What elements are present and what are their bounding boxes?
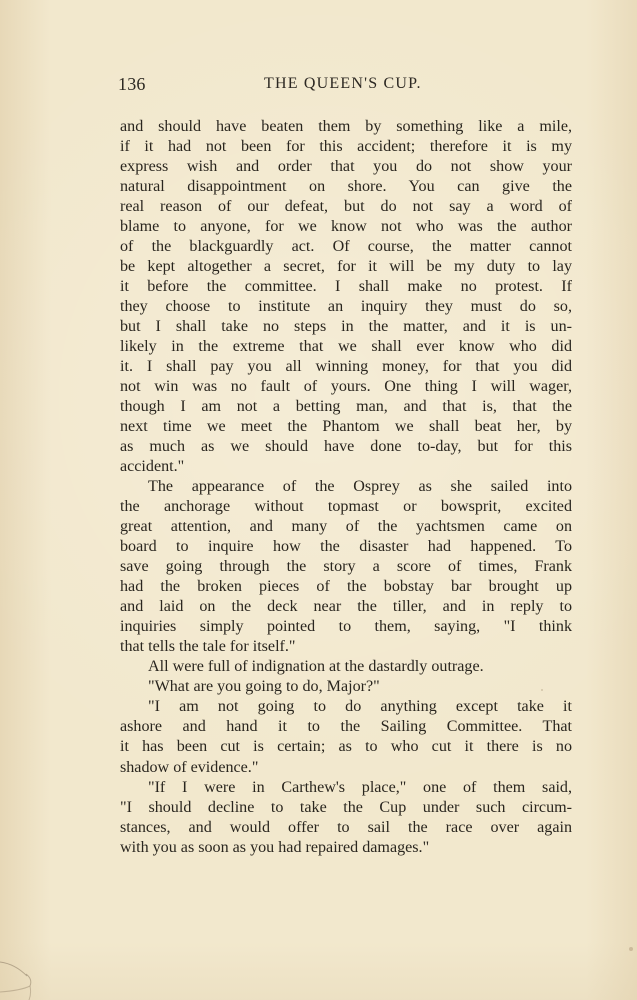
page-curl-mark bbox=[0, 952, 42, 1000]
text-line: and laid on the deck near the tiller, and in reply to bbox=[120, 598, 572, 616]
text-line: be kept altogether a secret, for it will be my duty to lay bbox=[120, 258, 572, 276]
text-line: it before the committee. I shall make no protest. If bbox=[120, 278, 572, 296]
page-shadow bbox=[0, 942, 637, 1000]
text-line: express wish and order that you do not show your bbox=[120, 158, 572, 176]
text-line: All were full of indignation at the dastardly outrage. bbox=[148, 658, 484, 676]
text-line: and should have beaten them by something like a mile, bbox=[120, 118, 572, 135]
text-line: as much as we should have done to-day, but for this bbox=[120, 438, 572, 456]
text-line: it. I shall pay you all winning money, for that you did bbox=[120, 358, 572, 376]
text-line: blame to anyone, for we know not who was the author bbox=[120, 218, 572, 236]
text-line: "I should decline to take the Cup under such circum- bbox=[120, 798, 572, 816]
text-line: the anchorage without topmast or bowsprit, excited bbox=[120, 498, 572, 516]
text-line: board to inquire how the disaster had happened. To bbox=[120, 538, 572, 556]
text-line: that tells the tale for itself." bbox=[120, 638, 296, 656]
text-line: they choose to institute an inquiry they must do so, bbox=[120, 298, 572, 316]
text-line: of the blackguardly act. Of course, the matter cannot bbox=[120, 238, 572, 256]
page-number: 136 bbox=[118, 74, 146, 94]
text-line: ashore and hand it to the Sailing Committee. That bbox=[120, 718, 572, 736]
text-line: inquiries simply pointed to them, saying, "I think bbox=[120, 618, 572, 636]
text-line: had the broken pieces of the bobstay bar brought up bbox=[120, 578, 572, 596]
paper-speck bbox=[629, 947, 633, 951]
text-line: if it had not been for this accident; therefore it is my bbox=[120, 138, 572, 156]
running-head: THE QUEEN'S CUP. bbox=[264, 75, 422, 92]
text-line: shadow of evidence." bbox=[120, 758, 259, 776]
text-line: The appearance of the Osprey as she sailed into bbox=[148, 478, 572, 496]
text-line: real reason of our defeat, but do not say a word of bbox=[120, 198, 572, 216]
text-line: not win was no fault of yours. One thing I will wager, bbox=[120, 378, 572, 396]
text-line: it has been cut is certain; as to who cut it there is no bbox=[120, 738, 572, 756]
text-line: but I shall take no steps in the matter, and it is un- bbox=[120, 318, 572, 336]
text-line: natural disappointment on shore. You can give the bbox=[120, 178, 572, 196]
text-line: next time we meet the Phantom we shall beat her, by bbox=[120, 418, 572, 436]
text-line: accident." bbox=[120, 458, 185, 476]
text-line: save going through the story a score of times, Frank bbox=[120, 558, 572, 576]
paper-speck bbox=[541, 689, 543, 691]
text-line: "What are you going to do, Major?" bbox=[148, 678, 380, 696]
text-line: "If I were in Carthew's place," one of them said, bbox=[148, 778, 572, 796]
text-line: "I am not going to do anything except take it bbox=[148, 698, 572, 716]
text-line: though I am not a betting man, and that is, that the bbox=[120, 398, 572, 416]
text-line: with you as soon as you had repaired damages." bbox=[120, 838, 430, 856]
text-line: likely in the extreme that we shall ever know who did bbox=[120, 338, 572, 356]
page-header bbox=[118, 74, 572, 98]
body-text bbox=[120, 117, 572, 858]
text-line: stances, and would offer to sail the race over again bbox=[120, 818, 572, 836]
text-line: great attention, and many of the yachtsmen came on bbox=[120, 518, 572, 536]
